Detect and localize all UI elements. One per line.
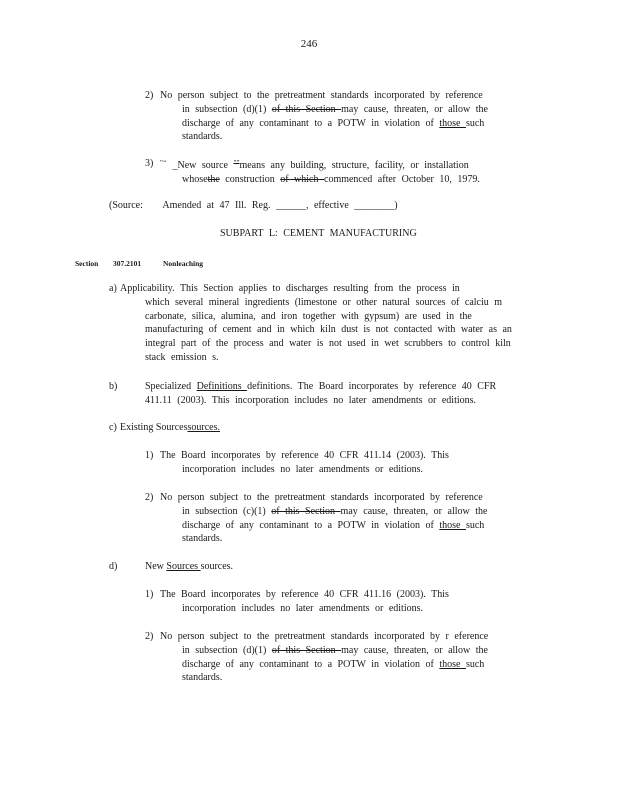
line: No person subject to the pretreatment standards incorporated by reference — [160, 492, 483, 503]
line — [145, 380, 525, 394]
line — [160, 157, 520, 173]
text: definitions. The Board incorporates by reference 40 CFR — [247, 381, 497, 392]
top-item-3-number: 3) — [145, 158, 154, 169]
para-c-item-1-text — [160, 449, 510, 477]
para-d-item-2-number: 2) — [145, 631, 154, 642]
inserted-text: those — [439, 658, 466, 670]
para-d-item-2-text — [160, 630, 510, 685]
deleted-text: of this Section — [271, 505, 341, 517]
line — [160, 519, 510, 533]
line: standards. — [182, 533, 223, 545]
deleted-quote-mark: "” — [233, 159, 240, 167]
line — [160, 658, 510, 672]
top-item-3-text — [160, 157, 520, 187]
line — [160, 173, 520, 187]
inserted-text: those — [439, 519, 466, 531]
text: may cause, threaten, or allow the — [341, 644, 488, 656]
line: incorporation includes no later amendments or editions. — [182, 602, 423, 614]
para-c-item-2-text — [160, 491, 510, 546]
text: commenced after October 10, 1979. — [324, 173, 480, 185]
deleted-text: of this Section — [271, 103, 342, 115]
quote-mark: "‘‘ — [160, 159, 167, 167]
text: in subsection (d)(1) — [182, 644, 272, 656]
para-c-heading — [120, 421, 220, 435]
para-a-text — [120, 282, 540, 365]
text: _New source — [172, 160, 234, 171]
source-note — [109, 199, 398, 213]
inserted-text: Sources — [166, 561, 201, 572]
line — [160, 117, 510, 131]
text: discharge of any contaminant to a POTW in violation of — [182, 658, 440, 670]
deleted-text: the — [207, 173, 220, 185]
para-d-item-1-number: 1) — [145, 589, 154, 600]
text: such — [465, 658, 485, 670]
para-b-label: b) — [109, 381, 118, 392]
source-label: (Source: — [109, 200, 143, 211]
line: Applicability. This Section applies to discharges resulting from the process in — [120, 283, 460, 294]
top-item-2-number: 2) — [145, 90, 154, 101]
line: incorporation includes no later amendments or editions. — [182, 463, 423, 475]
line: No person subject to the pretreatment standards incorporated by r eference — [160, 631, 489, 642]
text: such — [465, 117, 485, 129]
text: Specialized — [145, 381, 197, 392]
deleted-text: of this Section — [271, 644, 342, 656]
text: in subsection (c)(1) — [182, 505, 272, 517]
line: 411.11 (2003). This incorporation includes no later amendments or editions. — [145, 394, 477, 406]
para-c-item-2-number: 2) — [145, 492, 154, 503]
para-d-label: d) — [109, 561, 118, 572]
line: The Board incorporates by reference 40 CFR 411.16 (2003). This — [160, 589, 449, 600]
inserted-text: sources. — [187, 422, 220, 433]
section-label: Section — [75, 259, 99, 268]
text: Existing Sources — [120, 422, 188, 433]
line: The Board incorporates by reference 40 CFR 411.14 (2003). This — [160, 450, 449, 461]
line: stack emission s. — [145, 351, 219, 363]
text: New — [145, 561, 167, 572]
para-c-item-1-number: 1) — [145, 450, 154, 461]
inserted-text: Definitions — [196, 381, 248, 392]
inserted-text: those — [439, 117, 466, 129]
section-title: Nonleaching — [163, 259, 204, 268]
line: integral part of the process and water is not used in wet scrubbers to control kiln — [145, 338, 511, 350]
line: standards. — [182, 672, 223, 684]
text: means any building, structure, facility, or installation — [239, 160, 469, 171]
text: in subsection (d)(1) — [182, 103, 272, 115]
subpart-heading: SUBPART L: CEMENT MANUFACTURING — [220, 228, 417, 239]
text: discharge of any contaminant to a POTW in violation of — [182, 117, 440, 129]
para-a-label: a) — [109, 283, 117, 294]
text: may cause, threaten, or allow the — [340, 505, 488, 517]
section-number: 307.2101 — [113, 259, 142, 268]
line: manufacturing of cement and in which kiln dust is not contacted with water as an — [145, 324, 512, 336]
para-c-label: c) — [109, 422, 117, 433]
page-number: 246 — [300, 38, 318, 50]
top-item-2-text — [160, 89, 510, 144]
deleted-text: of which — [280, 173, 324, 185]
text: whose — [182, 173, 208, 185]
text: such — [465, 519, 485, 531]
line: which several mineral ingredients (limestone or other natural sources of calciu m — [145, 296, 503, 308]
line — [160, 103, 510, 117]
para-b-text — [145, 380, 525, 408]
para-d-item-1-text — [160, 588, 510, 616]
line — [160, 644, 510, 658]
source-text: Amended at 47 Ill. Reg. ______, effective ________) — [162, 200, 398, 211]
line: No person subject to the pretreatment standards incorporated by reference — [160, 90, 483, 101]
line — [160, 505, 510, 519]
text: construction — [219, 173, 281, 185]
line: standards. — [182, 131, 223, 143]
line: carbonate, silica, alumina, and iron together with gypsum) are used in the — [145, 310, 472, 322]
para-d-heading — [145, 560, 233, 574]
text: may cause, threaten, or allow the — [341, 103, 488, 115]
text: discharge of any contaminant to a POTW in violation of — [182, 519, 440, 531]
text: sources. — [200, 561, 234, 572]
